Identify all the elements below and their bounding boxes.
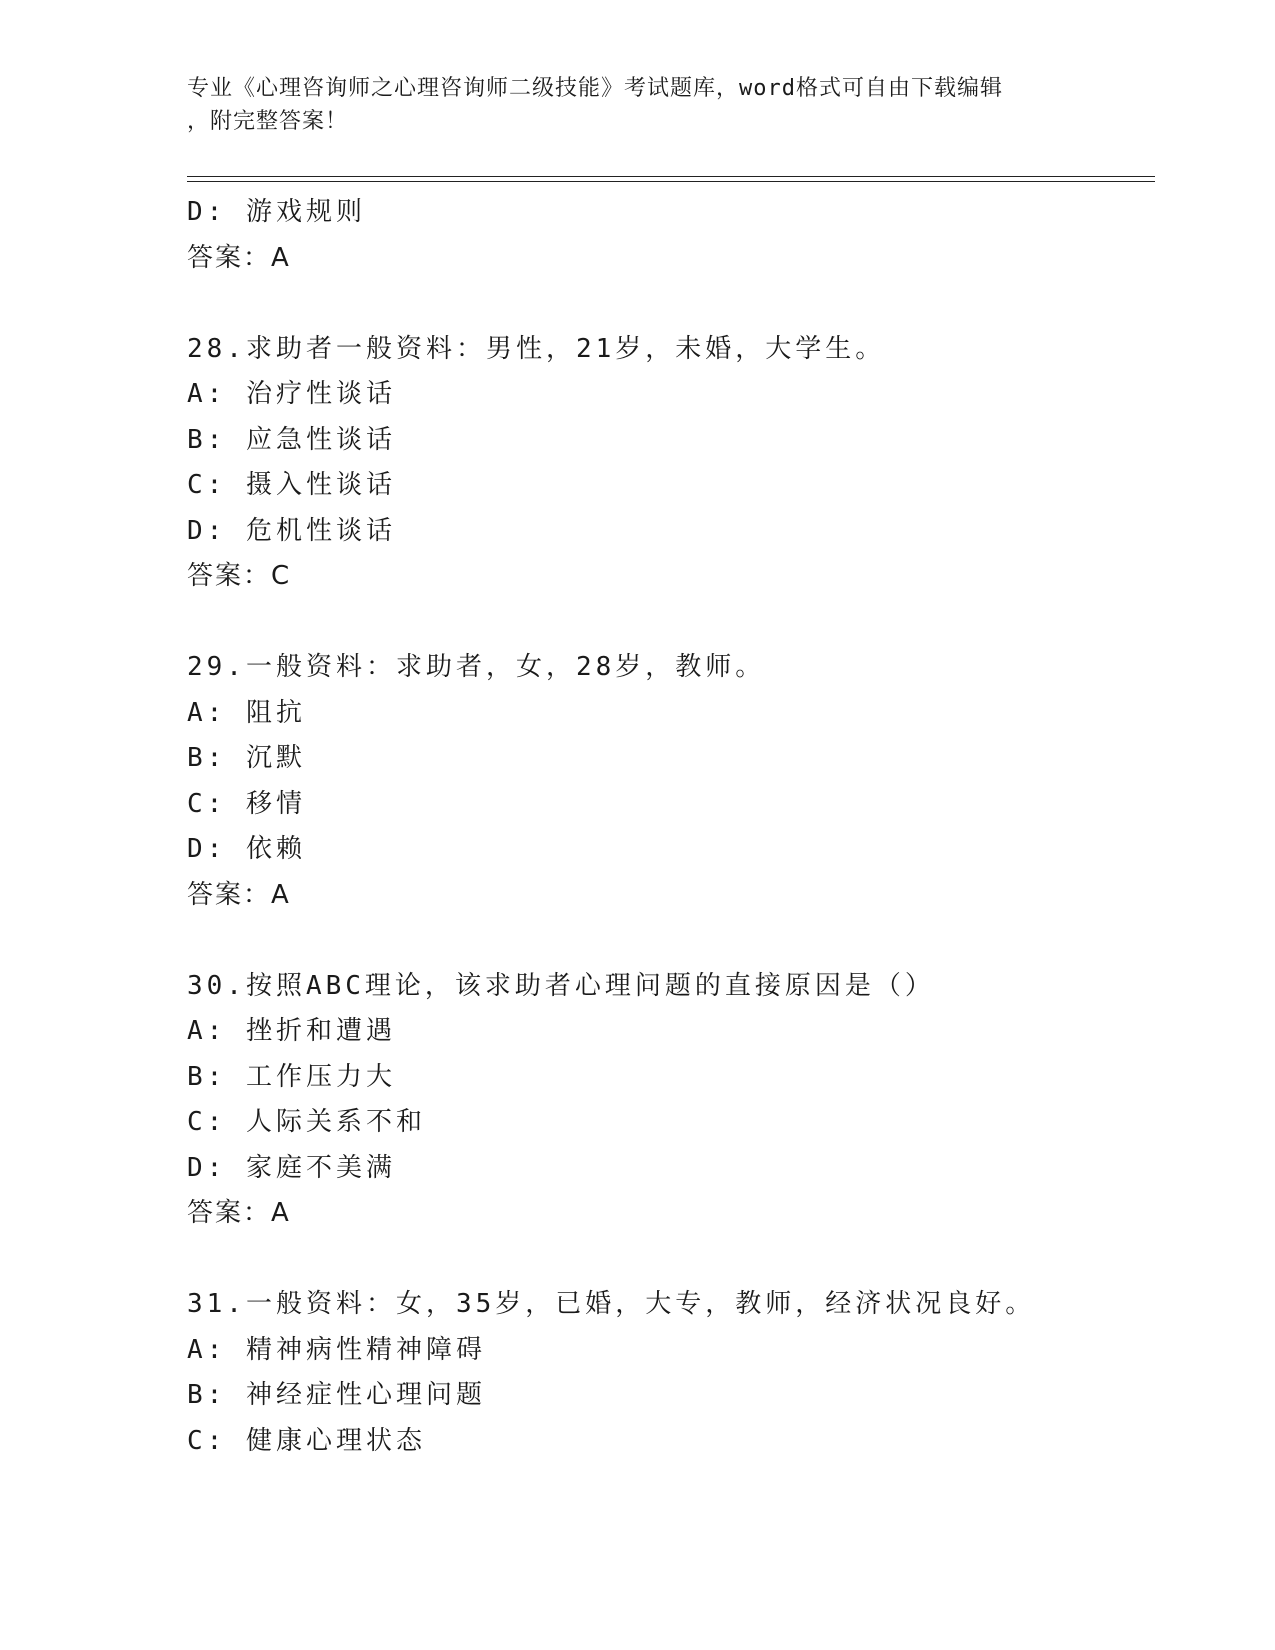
question-28-option-d: D: 危机性谈话 <box>187 515 396 546</box>
question-29-option-b: B: 沉默 <box>187 743 306 773</box>
document-header <box>187 72 1087 138</box>
question-28-answer: 答案：C <box>187 561 292 591</box>
question-list <box>187 190 1155 1464</box>
question-30-answer: 答案：A <box>187 1198 291 1228</box>
question-31-option-c: C: 健康心理状态 <box>187 1425 426 1456</box>
question-28-option-b: B: 应急性谈话 <box>187 424 396 455</box>
question-29-option-c: C: 移情 <box>187 788 306 819</box>
prev-answer: 答案：A <box>187 242 291 273</box>
question-30-option-d: D: 家庭不美满 <box>187 1152 396 1183</box>
question-30-stem: 30.按照ABC理论，该求助者心理问题的直接原因是（） <box>187 970 935 1001</box>
prev-option-d: D: 游戏规则 <box>187 197 366 227</box>
question-31-stem: 31.一般资料：女，35岁，已婚，大专，教师，经济状况良好。 <box>187 1289 1036 1319</box>
question-29-option-d: D: 依赖 <box>187 834 306 864</box>
question-29-option-a: A: 阻抗 <box>187 697 306 728</box>
question-29-stem: 29.一般资料：求助者，女，28岁，教师。 <box>187 652 766 682</box>
header-rule-bottom <box>187 181 1155 182</box>
question-29-answer: 答案：A <box>187 879 291 910</box>
question-28-stem: 28.求助者一般资料：男性，21岁，未婚，大学生。 <box>187 333 886 364</box>
header-rule-top <box>187 176 1155 177</box>
question-31-option-a: A: 精神病性精神障碍 <box>187 1334 486 1365</box>
header-line-1: 专业《心理咨询师之心理咨询师二级技能》考试题库，word格式可自由下载编辑 <box>187 76 1003 101</box>
header-line-2: ，附完整答案！ <box>187 109 349 134</box>
question-31-option-b: B: 神经症性心理问题 <box>187 1380 486 1410</box>
question-30-option-b: B: 工作压力大 <box>187 1061 396 1092</box>
question-30-option-a: A: 挫折和遭遇 <box>187 1016 396 1046</box>
question-28-option-a: A: 治疗性谈话 <box>187 379 396 409</box>
question-30-option-c: C: 人际关系不和 <box>187 1107 426 1137</box>
question-28-option-c: C: 摄入性谈话 <box>187 470 396 500</box>
